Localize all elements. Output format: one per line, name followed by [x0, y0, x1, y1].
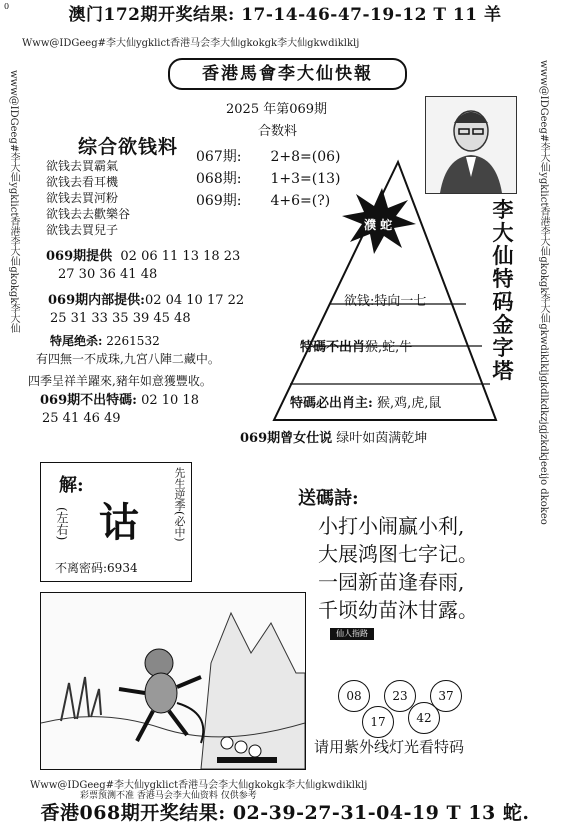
issue-number: 2025 年第069期: [226, 102, 328, 117]
vertical-title: 李大仙特码金字塔: [492, 197, 514, 383]
lady-says: [240, 430, 427, 448]
solve-box: [40, 462, 192, 582]
pyramid-not-out: [300, 336, 412, 355]
monkey-scene-icon: [41, 593, 305, 769]
provide-line2: 27 30 36 41 48: [58, 267, 158, 282]
formula-title: 合数料: [258, 124, 298, 139]
watermark-bottom: Www@IDGeeg#李大仙ygklict香港马会李大仙gkokgk李大仙gkwdiklklj: [30, 780, 368, 791]
left-block-title: 综合欲钱料: [78, 136, 179, 158]
poem-line: 千顷幼苗沐甘露。: [318, 598, 478, 622]
pyramid-must-out-label: 特碼必出肖主:: [290, 396, 373, 411]
send-poem: [318, 512, 478, 624]
not-out-label: 069期不出特碼:: [40, 393, 137, 408]
number-ball: 08: [338, 680, 370, 712]
number-ball: 42: [408, 702, 440, 734]
lady-says-text: 绿叶如茵满乾坤: [336, 431, 428, 446]
tail-label: 特尾绝杀:: [50, 334, 103, 348]
banner-title: 香港馬會李大仙快報: [168, 58, 407, 90]
lady-says-label: 069期曾女仕说: [240, 431, 333, 446]
not-out-line2: 25 41 46 49: [42, 411, 121, 426]
internal-line2: 25 31 33 35 39 45 48: [50, 311, 191, 326]
hk-result-footer: 香港068期开奖结果: 02-39-27-31-04-19 T 13 蛇.: [40, 802, 530, 824]
provide-label: 069期提供: [46, 249, 113, 264]
not-out-line1: 02 10 18: [141, 393, 199, 408]
tail-value: 2261532: [106, 334, 160, 348]
number-ball: 17: [362, 706, 394, 738]
list-item: 欲钱去去歡樂谷: [46, 207, 131, 221]
pyramid-must-out-value: 猴,鸡,虎,鼠: [376, 396, 442, 411]
formula-row-label: 067期:: [196, 149, 242, 165]
internal-line1: 02 04 10 17 22: [144, 293, 245, 308]
list-item: 欲钱去買河粉: [46, 191, 119, 205]
cartoon-drawing: [40, 592, 306, 770]
not-out-section: [40, 392, 199, 428]
formula-row-expr: 4+6=(?): [270, 193, 331, 209]
footer-small-text: 彩票预测不准 香港马会李大仙资料 仅供参考: [80, 791, 257, 801]
pyramid-must-out: [290, 392, 441, 411]
poem-line: 四季呈祥羊躍來,豬年如意獲豐收。: [28, 374, 212, 388]
list-item: 欲钱去買兒子: [46, 223, 119, 237]
watermark-right: www@IDGeeg#李大仙ygklict香港李大仙gkokgk李大仙gkwdiklkljgkdlkdkzjgjzkdkjeeijo dkokeo: [538, 60, 549, 525]
list-item: 欲钱去看耳機: [46, 175, 119, 189]
formula-row-expr: 1+3=(13): [270, 171, 341, 187]
formula-row-label: 068期:: [196, 171, 242, 187]
provide-line1: 02 06 11 13 18 23: [120, 249, 241, 264]
solve-label: 解:: [59, 475, 84, 496]
pyramid-not-out-value: 猴,蛇,牛: [365, 340, 413, 355]
solve-right-text: 先生逆季(必中): [173, 467, 186, 542]
wish-list: [46, 158, 130, 238]
send-poem-title: 送碼詩:: [298, 488, 359, 509]
watermark-left: www@IDGeeg#李大仙ygklict香港李大仙gkokgk李大仙: [8, 70, 19, 334]
provide-section: [46, 248, 240, 284]
tag-label: 仙人指路: [330, 628, 374, 640]
poem-line: 有四無一不成珠,九宮八陣二藏中。: [36, 352, 220, 366]
uv-hint: 请用紫外线灯光看特码: [314, 738, 465, 756]
corner-mark: 0: [4, 2, 10, 11]
tail-section: [50, 332, 160, 350]
formula-row-expr: 2+8=(06): [270, 149, 341, 165]
star-text: 濮 蛇: [364, 218, 393, 232]
pyramid-not-out-label: 特碼不出肖: [300, 340, 366, 355]
poem-line: 大展鸿图七字记。: [318, 542, 478, 566]
number-ball: 23: [384, 680, 416, 712]
internal-label: 069期内部提供:: [48, 293, 145, 308]
pyramid-wish: 欲钱:特向一七: [344, 294, 427, 309]
internal-section: [48, 292, 244, 328]
solve-side-text: (左右): [55, 507, 69, 541]
solve-code: 不离密码:6934: [55, 561, 138, 575]
solve-big-char: 诂: [99, 499, 139, 546]
formula-row-label: 069期:: [196, 193, 242, 209]
poem-line: 一园新苗逢春雨,: [318, 570, 465, 594]
list-item: 欲钱去買霸氣: [46, 159, 119, 173]
macau-result-header: 澳门172期开奖结果: 17-14-46-47-19-12 T 11 羊: [68, 5, 502, 25]
poem-line: 小打小闹赢小利,: [318, 514, 465, 538]
watermark-top: Www@IDGeeg#李大仙ygklict香港马会李大仙gkokgk李大仙gkwdiklklj: [22, 38, 360, 49]
number-ball: 37: [430, 680, 462, 712]
